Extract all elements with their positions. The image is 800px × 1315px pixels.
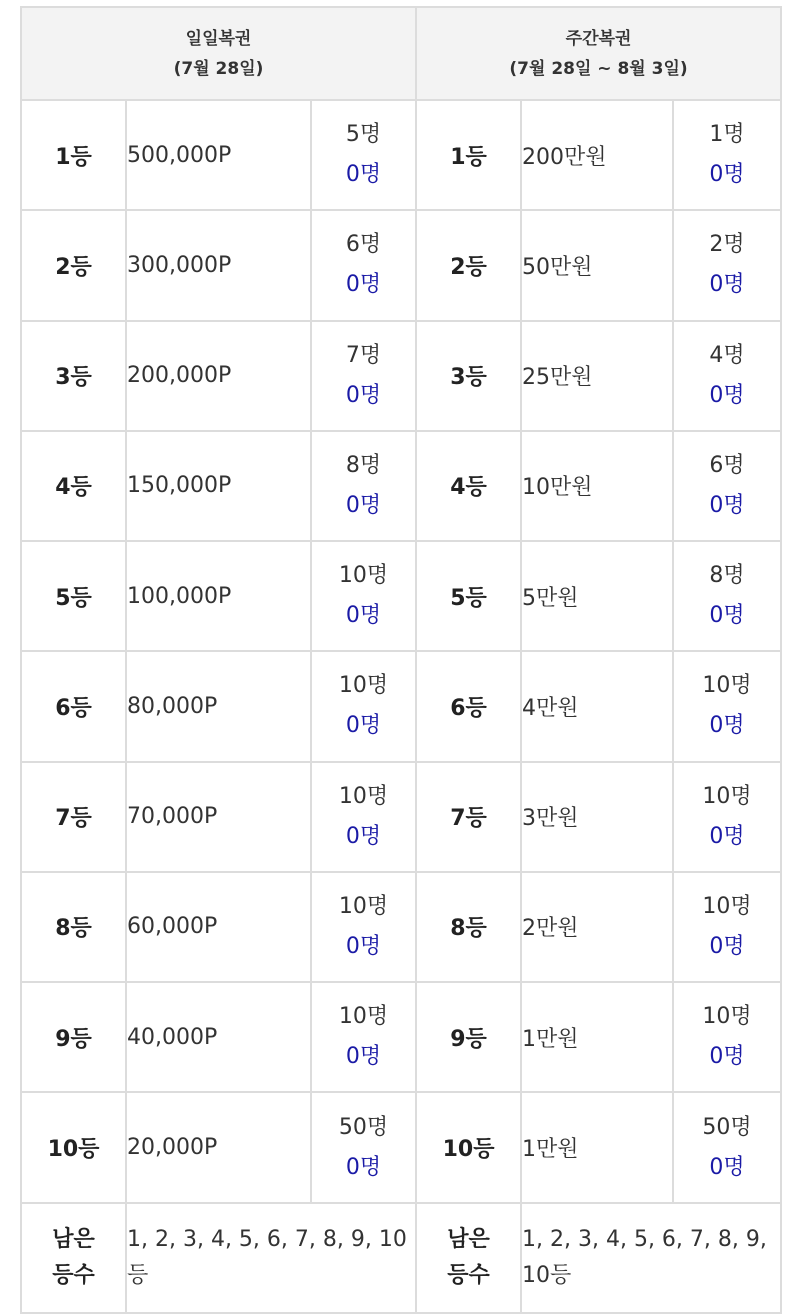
weekly-current-winners: 0명: [709, 933, 745, 959]
daily-prize: 150,000P: [126, 431, 311, 541]
weekly-prize: 1만원: [521, 982, 673, 1092]
daily-current-winners: 0명: [345, 1044, 382, 1070]
weekly-current-winners: 0명: [709, 1044, 745, 1070]
daily-current-winners: 0명: [345, 382, 382, 408]
weekly-prize: 2만원: [521, 872, 673, 982]
weekly-remaining-label: 남은 등수: [416, 1203, 521, 1313]
weekly-total-winners: 50명: [702, 1114, 752, 1140]
daily-current-winners: 0명: [345, 823, 382, 849]
daily-current-winners: 0명: [345, 272, 382, 298]
weekly-prize: 50만원: [521, 210, 673, 320]
daily-total-winners: 10명: [338, 1004, 389, 1030]
weekly-current-winners: 0명: [709, 162, 745, 188]
daily-total-winners: 10명: [338, 893, 389, 919]
daily-total-winners: 6명: [345, 232, 382, 258]
daily-current-winners: 0명: [345, 933, 382, 959]
daily-rank: 7등: [21, 762, 126, 872]
daily-rank: 9등: [21, 982, 126, 1092]
weekly-current-winners: 0명: [709, 603, 745, 629]
weekly-current-winners: 0명: [709, 492, 745, 518]
weekly-rank: 7등: [416, 762, 521, 872]
weekly-lottery-header: [416, 7, 781, 100]
weekly-total-winners: 4명: [709, 342, 745, 368]
daily-current-winners: 0명: [345, 1154, 382, 1180]
weekly-total-winners: 10명: [702, 1004, 752, 1030]
weekly-total-winners: 10명: [702, 783, 752, 809]
daily-winner-count: [311, 100, 416, 210]
prize-row: [21, 982, 781, 1092]
prize-row: [21, 321, 781, 431]
weekly-winner-count: [673, 872, 781, 982]
remaining-ranks-row: [21, 1203, 781, 1313]
daily-winner-count: [311, 431, 416, 541]
weekly-prize: 5만원: [521, 541, 673, 651]
daily-prize: 300,000P: [126, 210, 311, 320]
daily-winner-count: [311, 982, 416, 1092]
weekly-total-winners: 10명: [702, 673, 752, 699]
weekly-winner-count: [673, 431, 781, 541]
daily-winner-count: [311, 321, 416, 431]
daily-rank: 1등: [21, 100, 126, 210]
daily-winner-count: [311, 651, 416, 761]
weekly-total-winners: 6명: [709, 452, 745, 478]
lottery-prize-table: [20, 6, 782, 1314]
prize-row: [21, 431, 781, 541]
daily-current-winners: 0명: [345, 713, 382, 739]
daily-rank: 2등: [21, 210, 126, 320]
daily-total-winners: 10명: [338, 783, 389, 809]
weekly-lottery-date: (7월 28일 ~ 8월 3일): [509, 58, 688, 79]
weekly-current-winners: 0명: [709, 1154, 745, 1180]
weekly-prize: 4만원: [521, 651, 673, 761]
prize-row: [21, 210, 781, 320]
prize-row: [21, 762, 781, 872]
daily-prize: 60,000P: [126, 872, 311, 982]
daily-total-winners: 50명: [338, 1114, 389, 1140]
daily-rank: 6등: [21, 651, 126, 761]
daily-total-winners: 5명: [345, 122, 382, 148]
daily-remaining-value: 1, 2, 3, 4, 5, 6, 7, 8, 9, 10등: [126, 1203, 416, 1313]
weekly-current-winners: 0명: [709, 272, 745, 298]
daily-winner-count: [311, 762, 416, 872]
weekly-rank: 2등: [416, 210, 521, 320]
weekly-rank: 8등: [416, 872, 521, 982]
daily-lottery-date: (7월 28일): [173, 58, 264, 79]
weekly-rank: 9등: [416, 982, 521, 1092]
weekly-winner-count: [673, 210, 781, 320]
weekly-rank: 10등: [416, 1092, 521, 1202]
daily-total-winners: 10명: [338, 673, 389, 699]
daily-prize: 70,000P: [126, 762, 311, 872]
weekly-rank: 1등: [416, 100, 521, 210]
weekly-rank: 3등: [416, 321, 521, 431]
weekly-winner-count: [673, 982, 781, 1092]
weekly-rank: 6등: [416, 651, 521, 761]
daily-remaining-label: 남은 등수: [21, 1203, 126, 1313]
weekly-winner-count: [673, 1092, 781, 1202]
weekly-rank: 4등: [416, 431, 521, 541]
weekly-winner-count: [673, 100, 781, 210]
daily-rank: 10등: [21, 1092, 126, 1202]
daily-winner-count: [311, 541, 416, 651]
weekly-rank: 5등: [416, 541, 521, 651]
daily-prize: 100,000P: [126, 541, 311, 651]
daily-prize: 200,000P: [126, 321, 311, 431]
daily-rank: 4등: [21, 431, 126, 541]
prize-row: [21, 872, 781, 982]
weekly-lottery-title: 주간복권: [565, 28, 632, 49]
daily-total-winners: 7명: [345, 342, 382, 368]
daily-rank: 5등: [21, 541, 126, 651]
daily-current-winners: 0명: [345, 162, 382, 188]
weekly-total-winners: 8명: [709, 563, 745, 589]
weekly-current-winners: 0명: [709, 823, 745, 849]
daily-current-winners: 0명: [345, 603, 382, 629]
weekly-prize: 3만원: [521, 762, 673, 872]
weekly-current-winners: 0명: [709, 713, 745, 739]
prize-row: [21, 1092, 781, 1202]
prize-row: [21, 651, 781, 761]
daily-winner-count: [311, 872, 416, 982]
weekly-prize: 200만원: [521, 100, 673, 210]
weekly-winner-count: [673, 321, 781, 431]
weekly-winner-count: [673, 762, 781, 872]
weekly-current-winners: 0명: [709, 382, 745, 408]
daily-winner-count: [311, 210, 416, 320]
weekly-total-winners: 2명: [709, 232, 745, 258]
daily-total-winners: 8명: [345, 452, 382, 478]
weekly-prize: 10만원: [521, 431, 673, 541]
daily-lottery-header: [21, 7, 416, 100]
weekly-prize: 25만원: [521, 321, 673, 431]
daily-rank: 8등: [21, 872, 126, 982]
prize-row: [21, 100, 781, 210]
daily-total-winners: 10명: [338, 563, 389, 589]
daily-rank: 3등: [21, 321, 126, 431]
weekly-total-winners: 1명: [709, 122, 745, 148]
daily-prize: 40,000P: [126, 982, 311, 1092]
weekly-prize: 1만원: [521, 1092, 673, 1202]
weekly-winner-count: [673, 541, 781, 651]
daily-current-winners: 0명: [345, 492, 382, 518]
daily-prize: 500,000P: [126, 100, 311, 210]
daily-prize: 80,000P: [126, 651, 311, 761]
daily-prize: 20,000P: [126, 1092, 311, 1202]
weekly-winner-count: [673, 651, 781, 761]
weekly-total-winners: 10명: [702, 893, 752, 919]
daily-lottery-title: 일일복권: [185, 28, 252, 49]
daily-winner-count: [311, 1092, 416, 1202]
prize-row: [21, 541, 781, 651]
weekly-remaining-value: 1, 2, 3, 4, 5, 6, 7, 8, 9, 10등: [521, 1203, 781, 1313]
